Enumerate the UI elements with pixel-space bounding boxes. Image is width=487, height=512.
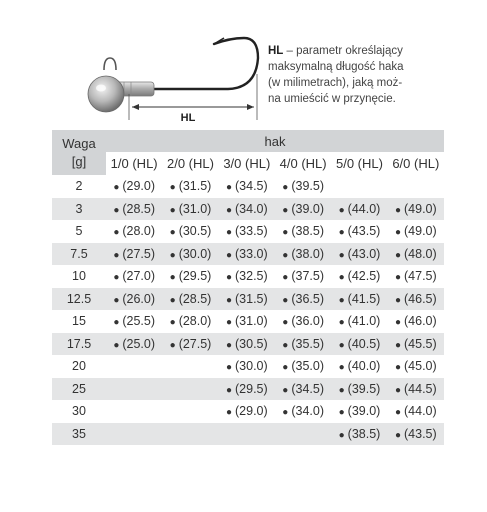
hook-size-header: 2/0 (HL) [162, 152, 218, 175]
hl-value: (29.5) [235, 381, 268, 396]
bullet-icon: ● [394, 429, 402, 441]
bullet-icon: ● [169, 204, 176, 216]
hl-value-cell [219, 355, 275, 378]
hl-value-cell [106, 220, 162, 243]
hl-value: (44.5) [404, 381, 437, 396]
hook-size-table [52, 130, 444, 445]
bullet-icon: ● [394, 249, 402, 261]
hl-value-cell [162, 198, 218, 221]
bullet-icon: ● [282, 249, 289, 261]
bullet-icon: ● [225, 204, 233, 216]
bullet-icon: ● [338, 294, 345, 306]
bullet-icon: ● [394, 407, 402, 419]
weight-header-unit: [g] [71, 153, 87, 169]
bullet-icon: ● [113, 249, 120, 261]
bullet-icon: ● [338, 227, 345, 239]
bullet-icon: ● [338, 362, 345, 374]
bullet-icon: ● [338, 249, 345, 261]
hl-value-cell [275, 400, 331, 423]
hl-term: HL [268, 45, 284, 57]
hl-value: (37.5) [291, 269, 324, 284]
bullet-icon: ● [394, 272, 402, 284]
hl-value: (34.5) [235, 179, 268, 194]
hl-value-cell [219, 333, 275, 356]
hl-value: (46.0) [404, 314, 437, 329]
table-row [52, 243, 444, 266]
hl-value-cell [331, 198, 387, 221]
hl-value-cell [388, 243, 444, 266]
hl-value-cell [331, 288, 387, 311]
bullet-icon: ● [169, 339, 176, 351]
bullet-icon: ● [169, 182, 176, 194]
hl-value-cell [106, 288, 162, 311]
hl-value: (31.0) [178, 201, 212, 216]
bullet-icon: ● [225, 272, 233, 284]
table-row [52, 198, 444, 221]
bullet-icon: ● [282, 182, 289, 194]
hl-value: (29.0) [235, 404, 268, 419]
hl-value-cell [162, 243, 218, 266]
hl-value: (29.5) [178, 269, 212, 284]
hook-size-header-row [52, 152, 444, 175]
table-row [52, 220, 444, 243]
hl-value: (30.0) [235, 359, 268, 374]
hl-value: (44.0) [347, 201, 381, 216]
bullet-icon: ● [282, 317, 289, 329]
weight-header [52, 130, 106, 175]
weight-cell: 3 [52, 198, 106, 221]
bullet-icon: ● [394, 204, 402, 216]
bullet-icon: ● [338, 317, 345, 329]
hl-value: (30.5) [235, 336, 268, 351]
hl-value-cell [275, 423, 331, 446]
hl-value: (27.5) [178, 336, 212, 351]
hl-value: (42.5) [347, 269, 381, 284]
hl-value-cell [275, 220, 331, 243]
weight-cell: 7.5 [52, 243, 106, 266]
bullet-icon: ● [282, 407, 289, 419]
hl-value-cell [219, 378, 275, 401]
bullet-icon: ● [338, 204, 345, 216]
hl-value-cell [219, 288, 275, 311]
table-row [52, 310, 444, 333]
weight-cell: 20 [72, 359, 86, 374]
hook-size-header: 5/0 (HL) [331, 152, 387, 175]
hl-value-cell [275, 265, 331, 288]
hl-value: (36.0) [291, 314, 324, 329]
hl-value: (32.5) [235, 269, 268, 284]
hl-value: (40.5) [347, 336, 381, 351]
hook-size-header: 1/0 (HL) [106, 152, 162, 175]
hl-value-cell [219, 310, 275, 333]
jig-head-illustration [0, 0, 487, 130]
hl-value: (43.5) [404, 426, 437, 441]
hl-value-cell [331, 310, 387, 333]
hl-value-cell [388, 378, 444, 401]
hl-description-line1: – parametr określający [286, 45, 403, 57]
hl-value-cell [388, 423, 444, 446]
hook-header: hak [106, 130, 444, 152]
weight-cell: 10 [72, 269, 86, 284]
weight-cell: 17.5 [52, 333, 106, 356]
hl-value: (46.5) [404, 291, 437, 306]
hl-value-cell [388, 288, 444, 311]
hl-value: (40.0) [347, 359, 381, 374]
jig-head-hook-image [0, 0, 270, 130]
bullet-icon: ● [394, 317, 402, 329]
hl-value: (26.0) [122, 291, 156, 306]
hl-value-cell [331, 243, 387, 266]
hl-value-cell [331, 355, 387, 378]
hl-value-cell [219, 198, 275, 221]
hl-dimension-label: HL [180, 112, 196, 124]
hl-value-cell [388, 265, 444, 288]
hl-value-cell [219, 175, 275, 198]
table-row [52, 265, 444, 288]
bullet-icon: ● [225, 249, 233, 261]
table-body [52, 175, 444, 445]
hl-value-cell [106, 355, 162, 378]
hl-value-cell [388, 175, 444, 198]
bullet-icon: ● [225, 294, 233, 306]
hl-value-cell [275, 175, 331, 198]
bullet-icon: ● [113, 294, 120, 306]
hl-value: (30.5) [178, 224, 212, 239]
hl-value-cell [388, 355, 444, 378]
bullet-icon: ● [225, 384, 233, 396]
hl-value-cell [162, 288, 218, 311]
hl-value-cell [219, 423, 275, 446]
weight-cell: 25 [52, 378, 106, 401]
bullet-icon: ● [225, 182, 233, 194]
hl-value-cell [106, 400, 162, 423]
hl-value: (48.0) [404, 246, 437, 261]
hl-value-cell [106, 265, 162, 288]
hl-value: (27.0) [122, 269, 156, 284]
hl-value: (39.0) [291, 201, 324, 216]
bullet-icon: ● [338, 384, 345, 396]
hl-value: (31.5) [235, 291, 268, 306]
weight-cell: 5 [75, 224, 83, 239]
hl-value-cell [106, 310, 162, 333]
weight-cell: 35 [52, 423, 106, 446]
hl-value: (38.0) [291, 246, 324, 261]
bullet-icon: ● [113, 272, 120, 284]
bullet-icon: ● [225, 407, 233, 419]
weight-cell: 2 [75, 179, 83, 194]
hl-value-cell [219, 220, 275, 243]
hl-value-cell [331, 333, 387, 356]
bullet-icon: ● [338, 272, 345, 284]
hl-value: (43.0) [347, 246, 381, 261]
table-row [52, 400, 444, 423]
bullet-icon: ● [394, 384, 402, 396]
bullet-icon: ● [338, 429, 345, 441]
hl-value-cell [275, 243, 331, 266]
hl-value-cell [106, 333, 162, 356]
hl-value: (33.0) [235, 246, 268, 261]
bullet-icon: ● [225, 317, 233, 329]
hl-value-cell [219, 400, 275, 423]
table-header-row [52, 130, 444, 152]
hl-value-cell [331, 378, 387, 401]
bullet-icon: ● [338, 339, 345, 351]
bullet-icon: ● [338, 407, 345, 419]
hl-value-cell [162, 378, 218, 401]
hl-value: (31.5) [178, 179, 212, 194]
hl-value: (43.5) [347, 224, 381, 239]
hl-value-cell [106, 243, 162, 266]
hl-value-cell [275, 310, 331, 333]
hl-description [268, 43, 480, 107]
hl-value-cell [162, 220, 218, 243]
hl-description-line2: maksymalną długość haka [268, 61, 404, 73]
hl-value: (28.0) [178, 314, 212, 329]
hl-value-cell [275, 198, 331, 221]
hl-value: (36.5) [291, 291, 324, 306]
weight-cell: 12.5 [52, 288, 106, 311]
bullet-icon: ● [225, 362, 233, 374]
table-row [52, 423, 444, 446]
hl-description-line3: (w milimetrach), jaką moż- [268, 77, 403, 89]
hl-value-cell [106, 378, 162, 401]
hl-value-cell [388, 400, 444, 423]
hl-value: (30.0) [178, 246, 212, 261]
hl-value: (41.0) [347, 314, 381, 329]
hl-value: (34.0) [235, 201, 268, 216]
hl-value: (45.0) [404, 359, 437, 374]
hl-value: (27.5) [122, 246, 156, 261]
hl-value-cell [388, 220, 444, 243]
hl-description-line4: na umieścić w przynęcie. [268, 93, 396, 105]
hl-value: (33.5) [235, 224, 268, 239]
bullet-icon: ● [113, 227, 120, 239]
bullet-icon: ● [394, 339, 402, 351]
hl-value-cell [219, 243, 275, 266]
bullet-icon: ● [282, 204, 289, 216]
hl-value: (29.0) [122, 179, 156, 194]
hl-value: (47.5) [404, 269, 437, 284]
hl-value-cell [162, 265, 218, 288]
hl-value-cell [162, 175, 218, 198]
hl-value: (39.5) [291, 179, 324, 194]
hl-value-cell [275, 355, 331, 378]
hook-size-header: 3/0 (HL) [219, 152, 275, 175]
hl-value: (41.5) [347, 291, 381, 306]
hl-value: (25.5) [122, 314, 156, 329]
bullet-icon: ● [113, 317, 120, 329]
bullet-icon: ● [169, 317, 176, 329]
bullet-icon: ● [282, 272, 289, 284]
table-row [52, 175, 444, 198]
table-row [52, 333, 444, 356]
bullet-icon: ● [282, 294, 289, 306]
hl-value-cell [275, 288, 331, 311]
hl-value-cell [162, 310, 218, 333]
bullet-icon: ● [282, 362, 289, 374]
hl-value-cell [388, 333, 444, 356]
bullet-icon: ● [113, 182, 120, 194]
hl-value-cell [106, 198, 162, 221]
hl-value: (49.0) [404, 201, 437, 216]
bullet-icon: ● [394, 294, 402, 306]
hl-value: (45.5) [404, 336, 437, 351]
hl-value-cell [331, 220, 387, 243]
hl-value: (25.0) [122, 336, 156, 351]
bullet-icon: ● [169, 272, 176, 284]
hl-value: (31.0) [235, 314, 268, 329]
bullet-icon: ● [394, 362, 402, 374]
hl-value-cell [106, 175, 162, 198]
weight-cell: 15 [72, 314, 86, 329]
hl-value-cell [162, 355, 218, 378]
bullet-icon: ● [282, 339, 289, 351]
hl-value-cell [106, 423, 162, 446]
hl-value: (38.5) [347, 426, 381, 441]
table-row [52, 378, 444, 401]
bullet-icon: ● [169, 249, 176, 261]
bullet-icon: ● [282, 227, 289, 239]
bullet-icon: ● [113, 204, 120, 216]
bullet-icon: ● [225, 227, 233, 239]
bullet-icon: ● [394, 227, 402, 239]
hl-value: (34.5) [291, 381, 324, 396]
hl-value-cell [162, 333, 218, 356]
table-row [52, 355, 444, 378]
bullet-icon: ● [169, 227, 176, 239]
hl-value-cell [388, 198, 444, 221]
hook-size-header: 4/0 (HL) [275, 152, 331, 175]
bullet-icon: ● [113, 339, 120, 351]
bullet-icon: ● [282, 384, 289, 396]
hl-value: (28.0) [122, 224, 156, 239]
table-row [52, 288, 444, 311]
hl-value: (44.0) [404, 404, 437, 419]
bullet-icon: ● [169, 294, 176, 306]
hl-value: (28.5) [122, 201, 156, 216]
hl-value-cell [331, 265, 387, 288]
hl-value: (49.0) [404, 224, 437, 239]
hl-value-cell [331, 175, 387, 198]
hl-value-cell [162, 400, 218, 423]
hl-value: (34.0) [291, 404, 324, 419]
hl-value-cell [388, 310, 444, 333]
hl-value: (35.0) [291, 359, 324, 374]
hl-value-cell [162, 423, 218, 446]
hl-value-cell [331, 400, 387, 423]
weight-cell: 30 [72, 404, 86, 419]
hl-value: (38.5) [291, 224, 324, 239]
hl-value: (39.0) [347, 404, 381, 419]
hl-value-cell [219, 265, 275, 288]
hook-size-header: 6/0 (HL) [388, 152, 444, 175]
hl-value: (39.5) [347, 381, 381, 396]
hl-value-cell [331, 423, 387, 446]
hl-value: (28.5) [178, 291, 212, 306]
hl-value-cell [275, 378, 331, 401]
bullet-icon: ● [225, 339, 233, 351]
hl-value: (35.5) [291, 336, 324, 351]
hl-value-cell [275, 333, 331, 356]
weight-header-label: Waga [62, 135, 96, 151]
